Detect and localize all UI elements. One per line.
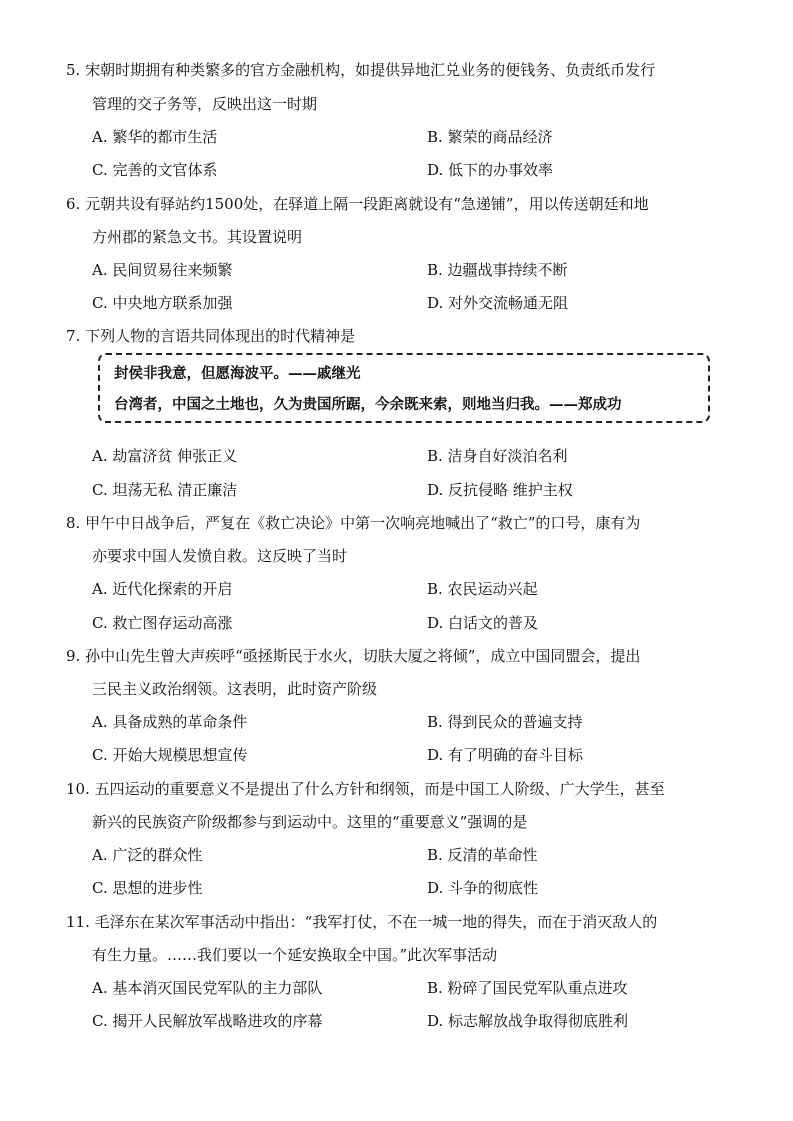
- question-stem: 亦要求中国人发愤自救。这反映了当时: [92, 547, 348, 565]
- option-a: A. 繁华的都市生活: [92, 128, 218, 146]
- question-stem: 7. 下列人物的言语共同体现出的时代精神是: [66, 327, 356, 345]
- option-c: C. 揭开人民解放军战略进攻的序幕: [92, 1012, 323, 1030]
- option-b: B. 得到民众的普遍支持: [427, 713, 583, 731]
- question-stem: 方州郡的紧急文书。其设置说明: [92, 228, 303, 246]
- quote-qi-jiguang: 封侯非我意，但愿海波平。——戚继光: [114, 365, 361, 382]
- question-stem: 三民主义政治纲领。这表明，此时资产阶级: [92, 680, 378, 698]
- question-stem: 有生力量。……我们要以一个延安换取全中国。”此次军事活动: [92, 946, 498, 964]
- option-c: C. 思想的进步性: [92, 879, 203, 897]
- quote-box: [98, 353, 710, 423]
- option-d: D. 反抗侵略 维护主权: [427, 481, 573, 499]
- question-stem: 新兴的民族资产阶级都参与到运动中。这里的“重要意义”强调的是: [92, 813, 528, 831]
- option-c: C. 救亡图存运动高涨: [92, 614, 233, 632]
- option-d: D. 对外交流畅通无阻: [427, 294, 569, 312]
- question-stem: 管理的交子务等，反映出这一时期: [92, 95, 318, 113]
- question-stem: 8. 甲午中日战争后，严复在《救亡决论》中第一次响亮地喊出了“救亡”的口号，康有为: [66, 514, 641, 532]
- option-d: D. 有了明确的奋斗目标: [427, 746, 584, 764]
- option-a: A. 广泛的群众性: [92, 846, 203, 864]
- option-c: C. 开始大规模思想宣传: [92, 746, 248, 764]
- option-b: B. 边疆战事持续不断: [427, 261, 568, 279]
- quote-zheng-chenggong: 台湾者，中国之土地也，久为贵国所踞，今余既来索，则地当归我。——郑成功: [114, 396, 622, 413]
- question-stem: 10. 五四运动的重要意义不是提出了什么方针和纲领，而是中国工人阶级、广大学生，甚至: [66, 780, 665, 798]
- option-d: D. 标志解放战争取得彻底胜利: [427, 1012, 629, 1030]
- question-stem: 11. 毛泽东在某次军事活动中指出：“我军打仗，不在一城一地的得失，而在于消灭敌人的: [66, 913, 658, 931]
- option-c: C. 中央地方联系加强: [92, 294, 233, 312]
- option-a: A. 具备成熟的革命条件: [92, 713, 248, 731]
- option-a: A. 基本消灭国民党军队的主力部队: [92, 979, 323, 997]
- option-a: A. 近代化探索的开启: [92, 580, 233, 598]
- option-c: C. 完善的文官体系: [92, 161, 218, 179]
- option-a: A. 劫富济贫 伸张正义: [92, 447, 238, 465]
- question-stem: 6. 元朝共设有驿站约1500处，在驿道上隔一段距离就设有“急递铺”，用以传送朝廷和地: [66, 195, 649, 213]
- question-stem: 5. 宋朝时期拥有种类繁多的官方金融机构，如提供异地汇兑业务的便钱务、负责纸币发行: [66, 61, 656, 79]
- option-b: B. 洁身自好淡泊名利: [427, 447, 568, 465]
- option-a: A. 民间贸易往来频繁: [92, 261, 233, 279]
- option-c: C. 坦荡无私 清正廉洁: [92, 481, 238, 499]
- option-d: D. 斗争的彻底性: [427, 879, 539, 897]
- option-b: B. 粉碎了国民党军队重点进攻: [427, 979, 628, 997]
- option-d: D. 低下的办事效率: [427, 161, 554, 179]
- question-stem: 9. 孙中山先生曾大声疾呼“亟拯斯民于水火，切肤大厦之将倾”，成立中国同盟会，提出: [66, 647, 641, 665]
- option-b: B. 反清的革命性: [427, 846, 538, 864]
- option-d: D. 白话文的普及: [427, 614, 539, 632]
- option-b: B. 繁荣的商品经济: [427, 128, 553, 146]
- option-b: B. 农民运动兴起: [427, 580, 538, 598]
